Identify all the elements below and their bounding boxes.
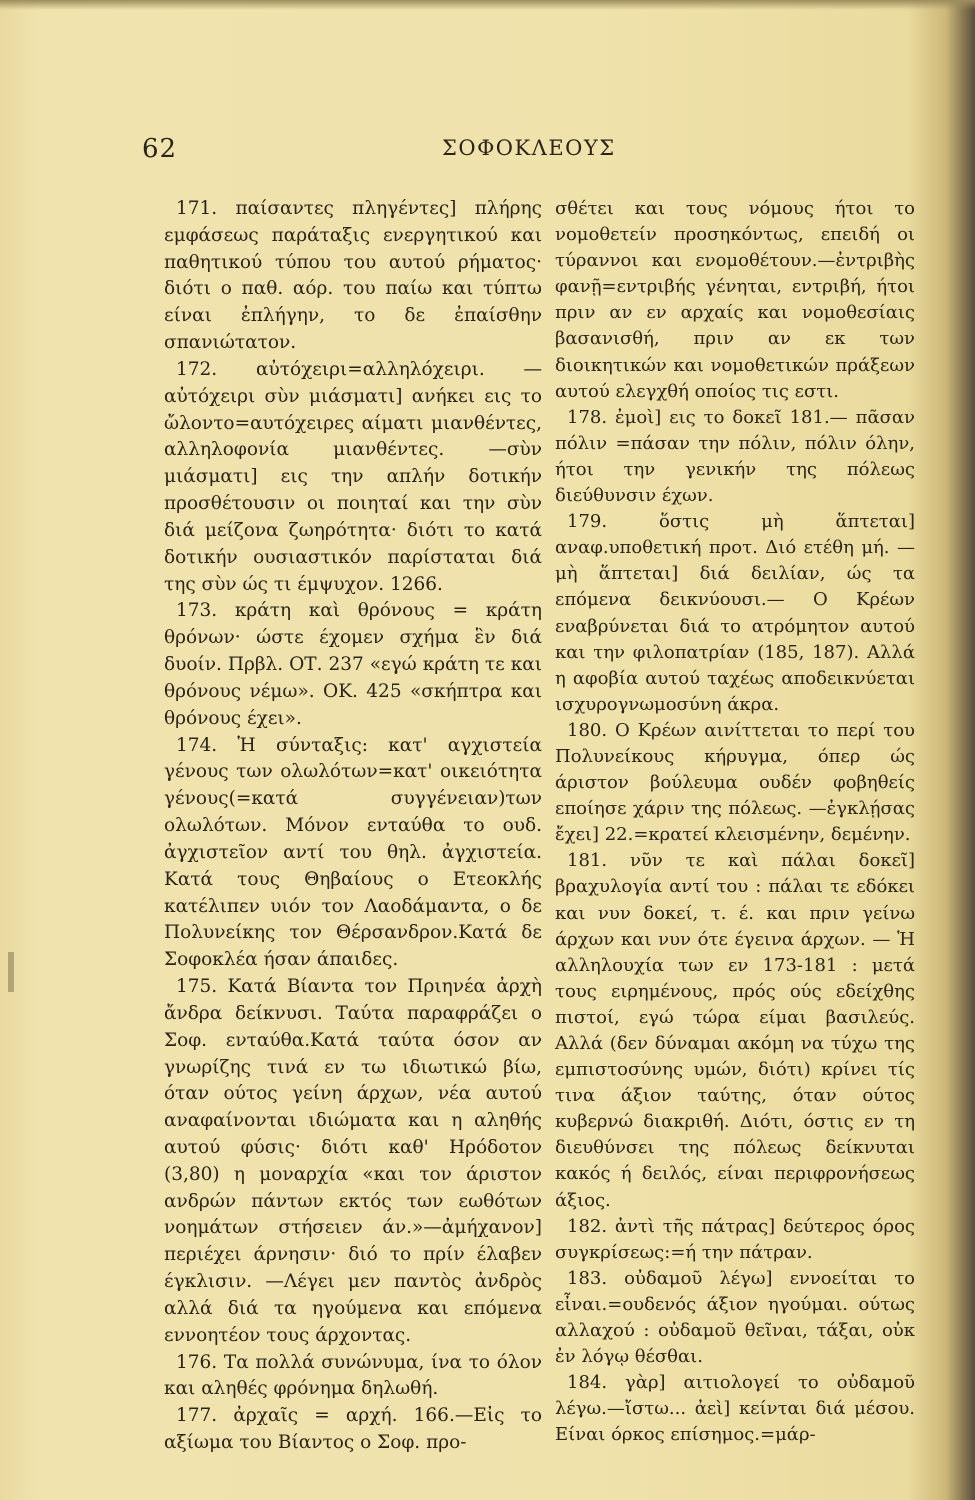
commentary-paragraph: 173. κράτη καὶ θρόνους = κράτη θρόνων· ώστε έχομεν σχήμα ἓν διά δυοίν. Πρβλ. ΟΤ. 237 «εγώ κράτη τε και θρόνους νέμω». ΟΚ. 425 «σκήπτρα και θρόνους έχει». xyxy=(164,600,542,729)
page-number: 62 xyxy=(142,134,178,164)
commentary-paragraph: 175. Κατά Βίαντα τον Πριηνέα ἀρχὴ ἄνδρα δείκνυσι. Ταύτα παραφράζει ο Σοφ. ενταύθα.Κατά ταύτα όσον αν γνωρίζης τινά εν τω ιδιωτικώ βίω, όταν ούτος γείνη άρχων, νέα αυτού αναφαίνονται ιδιώματα και η αληθής αυτού φύσις· διότι καθ' Ηρόδοτον (3,80) η μοναρχία «και τον άριστον ανδρών πάντων εκτός των εωθότων νοημάτων στήσειεν άν.»—ἀμήχανον] περιέχει άρνησιν· διό το πρίν έλαβεν έγκλισιν. —Λέγει μεν παντὸς ἀνδρὸς αλλά διά τα ηγούμενα και επόμενα εννοητέον τους άρχοντας. xyxy=(164,976,542,1346)
commentary-paragraph: 181. νῦν τε καὶ πάλαι δοκεῖ] βραχυλογία αντί του : πάλαι τε εδόκει και νυν δοκεί, τ. έ. και πριν γείνω άρχων και νυν ότε έγεινα άρχων. — Ἡ αλληλουχία των εν 173-181 : μετά τους ειρημένους, πρός ούς εδείχθης πιστοί, εγώ τώρα είμαι βασιλεύς. Αλλά (δεν δύναμαι ακόμη να τύχω της εμπιστοσύνης υμών, διότι) κρίνει τίς τινα άξιον ταύτης, όταν ούτος κυβερνώ διακριθή. Διότι, όστις εν τη διευθύνσει της πόλεως δείκνυται κακός ή δειλός, είναι περιφρονήσεως άξιος. xyxy=(555,850,915,1211)
right-column xyxy=(555,196,915,1449)
page-header xyxy=(142,134,902,170)
scan-mark xyxy=(8,952,14,992)
commentary-paragraph: 182. ἀντὶ τῆς πάτρας] δεύτερος όρος συγκρίσεως:=ή την πάτραν. xyxy=(555,1215,915,1263)
commentary-paragraph: 180. Ο Κρέων αινίττεται το περί του Πολυνείκους κήρυγμα, όπερ ώς άριστον βούλευμα ουδέν φοβηθείς εποίησε χάριν της πόλεως. —ἐγκλῄσας ἔχει] 22.=κρατεί κλεισμένην, δεμένην. xyxy=(555,719,915,846)
running-head: ΣΟΦΟΚΛΕΟΥΣ xyxy=(442,136,616,160)
commentary-paragraph: 178. ἐμοὶ] εις το δοκεῖ 181.— πᾶσαν πόλιν =πάσαν την πόλιν, πόλιν όλην, ήτοι την γενικήν της πόλεως διεύθυνσιν έχων. xyxy=(555,406,915,507)
left-column xyxy=(164,196,542,1457)
commentary-paragraph: 174. Ἡ σύνταξις: κατ' αγχιστεία γένους των ολωλότων=κατ' οικειότητα γένους(=κατά συγγένειαν)των ολωλότων. Μόνον ενταύθα το ουδ. ἀγχιστεῖον αντί του θηλ. ἀγχιστεία. Κατά τους Θηβαίους ο Ετεοκλής κατέλιπεν υιόν τον Λαοδάμαντα, ο δε Πολυνείκης τον Θέρσανδρον.Κατά δε Σοφοκλέα ήσαν άπαιδες. xyxy=(164,734,542,971)
commentary-paragraph: 176. Τα πολλά συνώνυμα, ίνα το όλον και αληθές φρόνημα δηλωθή. xyxy=(164,1351,542,1400)
commentary-paragraph: σθέτει και τους νόμους ήτοι το νομοθετείν προσηκόντως, επειδή οι τύραννοι και ενομοθέτουν.—ἐντριβὴς φανῇ=εντριβής γένηται, εντριβή, ήτοι πριν αν εν αρχαίς και νομοθεσίαις βασανισθή, πριν αν εκ των διοικητικών και νομοθετικών πράξεων αυτού ελεγχθή οποίος τις εστι. xyxy=(555,198,915,402)
page-top-edge xyxy=(0,0,975,10)
commentary-paragraph: 171. παίσαντες πληγέντες] πλήρης εμφάσεως παράταξις ενεργητικού και παθητικού τύπου του αυτού ρήματος· διότι ο παθ. αόρ. του παίω και τύπτω είναι ἐπλήγην, το δε ἐπαίσθην σπανιώτατον. xyxy=(164,198,542,354)
commentary-paragraph: 184. γὰρ] αιτιολογεί το οὐδαμοῦ λέγω.—ἴστω... ἀεὶ] κείνται διά μέσου. Είναι όρκος επίσημος.=μάρ- xyxy=(555,1372,915,1446)
commentary-paragraph: 179. ὅστις μὴ ἅπτεται] αναφ.υποθετική προτ. Διό ετέθη μή. — μὴ ἅπτεται] διά δειλίαν, ώς τα επόμενα δεικνύουσι.— Ο Κρέων εναβρύνεται διά το ατρόμητον αυτού και την φιλοπατρίαν (185, 187). Αλλά η αφοβία αυτού ταχέως αποδεικνύεται ισχυρογνωμοσύνη άκρα. xyxy=(555,511,915,715)
commentary-paragraph: 183. οὐδαμοῦ λέγω] εννοείται το εἶναι.=ουδενός άξιον ηγούμαι. ούτως αλλαχού : οὐδαμοῦ θεῖναι, τάξαι, οὐκ ἐν λόγῳ θέσθαι. xyxy=(555,1267,915,1368)
commentary-paragraph: 177. ἀρχαῖς = αρχή. 166.—Εἰς το αξίωμα του Βίαντος ο Σοφ. προ- xyxy=(164,1405,542,1454)
commentary-paragraph: 172. αὐτόχειρι=αλληλόχειρι. — αὐτόχειρι σὺν μιάσματι] ανήκει εις το ὤλοντο=αυτόχειρες αίματι μιανθέντες, αλληλοφονία μιανθέντες. —σὺν μιάσματι] εις την απλήν δοτικήν προσθέτουσιν οι ποιηταί και την σὺν διά μείζονα ζωηρότητα· διότι το κατά δοτικήν ουσιαστικόν παρίσταται διά της σὺν ώς τι έμψυχον. 1266. xyxy=(164,358,542,595)
